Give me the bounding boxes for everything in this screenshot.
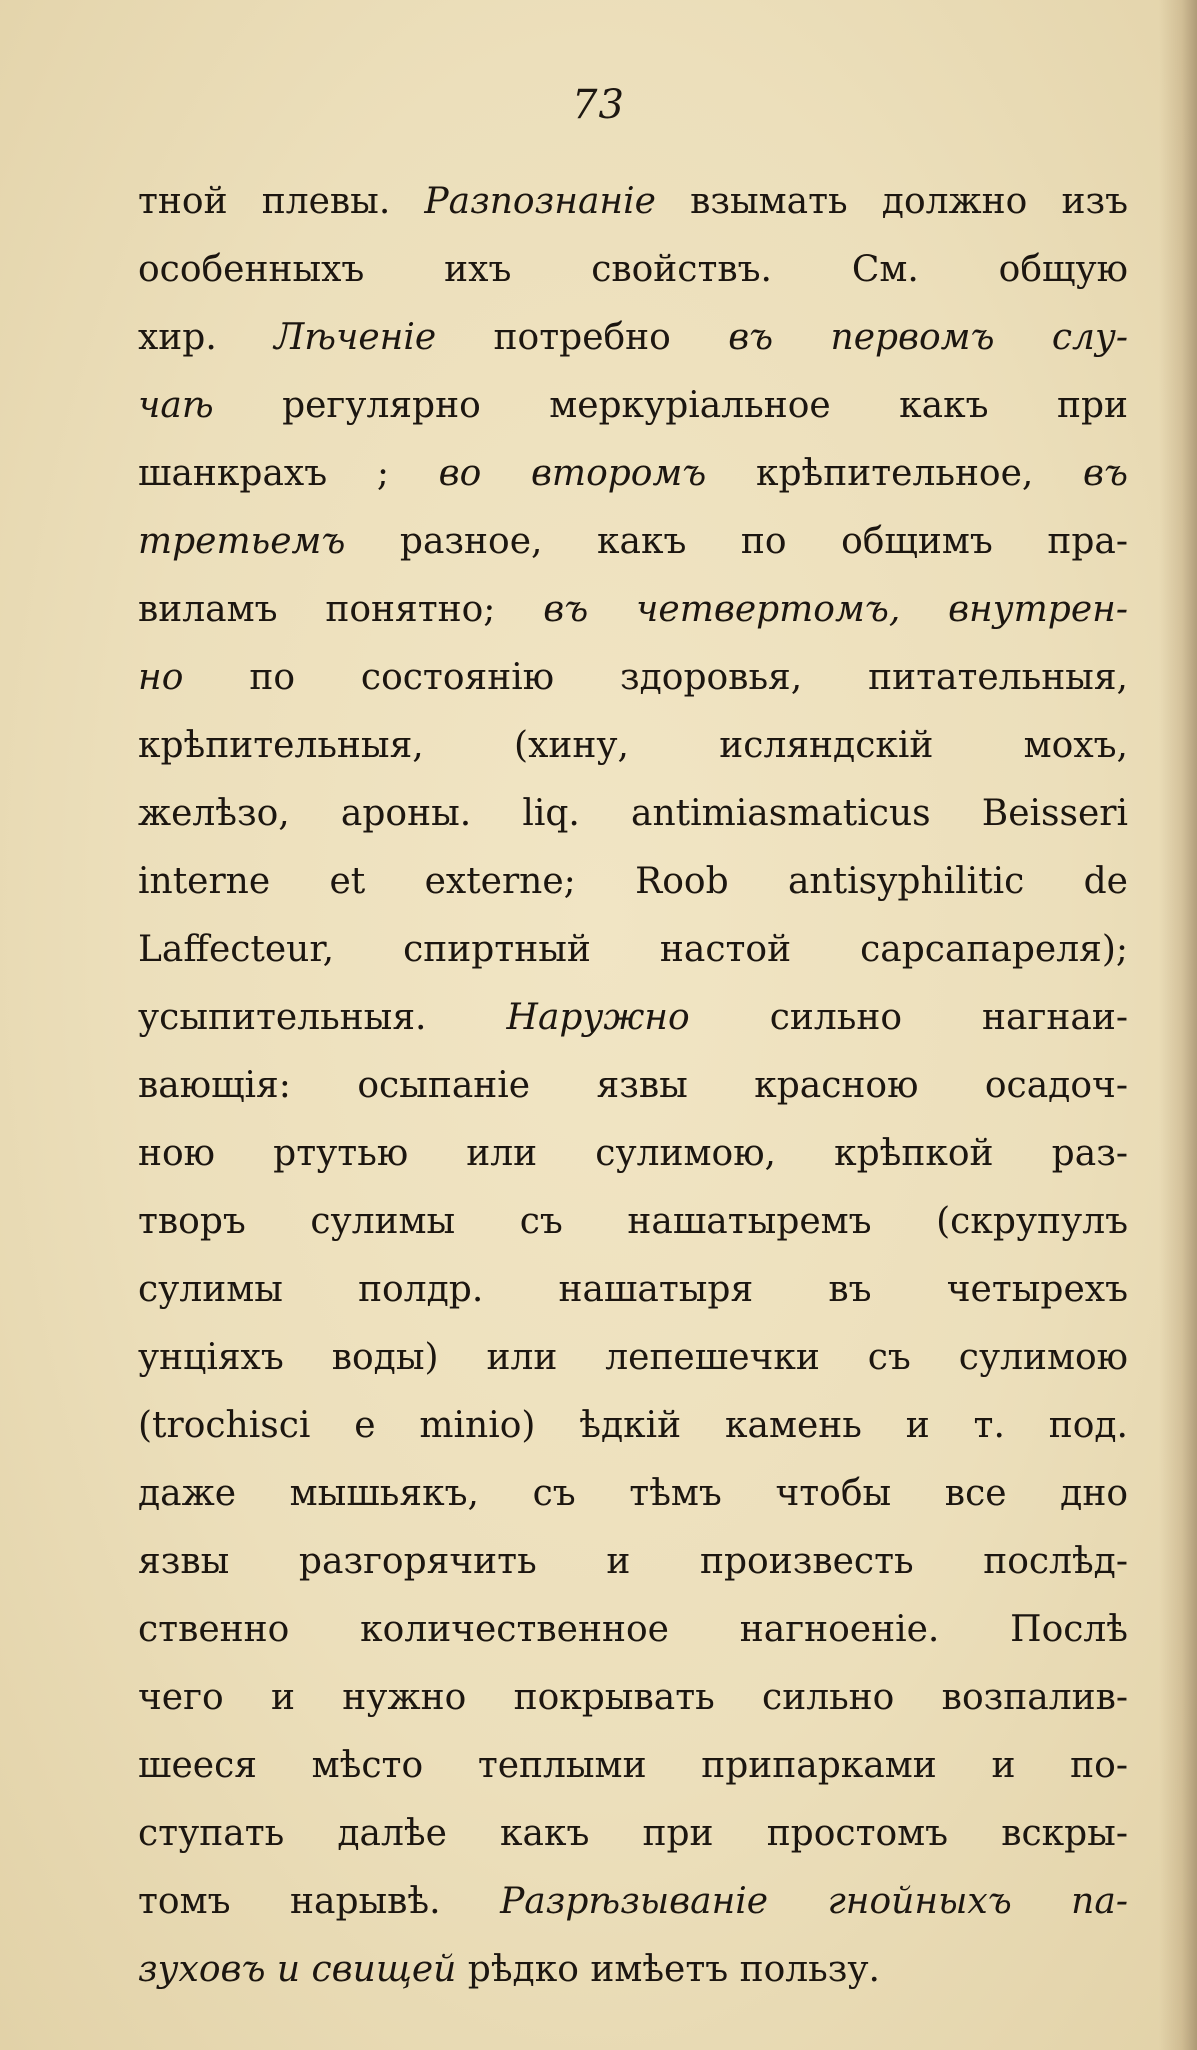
text-segment: томъ нарывѣ.: [138, 1881, 501, 1922]
italic-text: но: [138, 657, 184, 698]
text-segment: потребно: [436, 317, 729, 358]
italic-text: чаѣ: [138, 385, 214, 426]
text-segment: Laffecteur, спиртный настой сарсапареля);: [138, 929, 1128, 970]
text-line: [138, 916, 1128, 984]
text-line: [138, 1868, 1128, 1936]
text-segment: творъ сулимы съ нашатыремъ (скрупулъ: [138, 1201, 1128, 1242]
italic-text: въ первомъ слу-: [728, 317, 1128, 358]
text-line: [138, 1528, 1128, 1596]
text-line: [138, 1392, 1128, 1460]
text-line: [138, 712, 1128, 780]
text-segment: язвы разгорячить и произвесть послѣд-: [138, 1541, 1128, 1582]
text-line: [138, 1052, 1128, 1120]
text-line: [138, 1324, 1128, 1392]
italic-text: Разпознаніе: [424, 181, 656, 222]
text-line: [138, 780, 1128, 848]
text-line: [138, 304, 1128, 372]
page-edge-shadow: [1159, 0, 1197, 2050]
text-line: [138, 1664, 1128, 1732]
text-segment: усыпительныя.: [138, 997, 507, 1038]
text-line: [138, 1460, 1128, 1528]
text-segment: по состоянію здоровья, питательныя,: [183, 657, 1128, 698]
body-text: [138, 168, 1128, 2004]
page-number: 73: [572, 82, 625, 128]
text-segment: желѣзо, ароны. liq. antimiasmaticus Beisseri: [138, 793, 1128, 834]
text-line: [138, 1936, 1128, 2004]
text-segment: ною ртутью или сулимою, крѣпкой раз-: [138, 1133, 1128, 1174]
text-line: [138, 1596, 1128, 1664]
italic-text: во второмъ: [438, 453, 707, 494]
italic-text: Лѣченіе: [274, 317, 437, 358]
text-segment: крѣпительное,: [706, 453, 1084, 494]
text-line: [138, 1256, 1128, 1324]
text-segment: ступать далѣе какъ при простомъ вскры-: [138, 1813, 1128, 1854]
text-segment: крѣпительныя, (хину, исляндскій мохъ,: [138, 725, 1128, 766]
text-line: [138, 1732, 1128, 1800]
text-segment: interne et externe; Rоob antisyphilitic de: [138, 861, 1128, 902]
text-line: [138, 440, 1128, 508]
italic-text: въ: [1083, 453, 1128, 494]
text-line: [138, 168, 1128, 236]
text-segment: шанкрахъ ;: [138, 453, 439, 494]
text-line: [138, 1800, 1128, 1868]
text-line: [138, 848, 1128, 916]
text-segment: виламъ понятно;: [138, 589, 544, 630]
text-segment: регулярно меркуріальное какъ при: [213, 385, 1128, 426]
italic-text: третьемъ: [138, 521, 346, 562]
italic-text: Разрѣзываніе гнойныхъ па-: [500, 1881, 1128, 1922]
text-segment: разное, какъ по общимъ пра-: [345, 521, 1128, 562]
text-line: [138, 1120, 1128, 1188]
text-line: [138, 644, 1128, 712]
italic-text: Наружно: [506, 997, 690, 1038]
text-line: [138, 984, 1128, 1052]
text-segment: вающія: осыпаніе язвы красною осадоч-: [138, 1065, 1128, 1106]
text-segment: чего и нужно покрывать сильно возпалив-: [138, 1677, 1128, 1718]
text-segment: ственно количественное нагноеніе. Послѣ: [138, 1609, 1128, 1650]
italic-text: зуховъ и свищей: [138, 1949, 457, 1990]
text-segment: тной плевы.: [138, 181, 425, 222]
text-segment: шееся мѣсто теплыми припарками и по-: [138, 1745, 1128, 1786]
text-segment: сильно нагнаи-: [689, 997, 1128, 1038]
text-segment: хир.: [138, 317, 275, 358]
text-segment: взымать должно изъ: [655, 181, 1128, 222]
text-line: [138, 508, 1128, 576]
text-segment: рѣдко имѣетъ пользу.: [456, 1949, 880, 1990]
text-segment: особенныхъ ихъ свойствъ. См. общую: [138, 249, 1128, 290]
text-segment: даже мышьякъ, съ тѣмъ чтобы все дно: [138, 1473, 1128, 1514]
text-segment: сулимы полдр. нашатыря въ четырехъ: [138, 1269, 1128, 1310]
italic-text: въ четвертомъ, внутрен-: [543, 589, 1128, 630]
text-line: [138, 1188, 1128, 1256]
text-segment: унціяхъ воды) или лепешечки съ сулимою: [138, 1337, 1128, 1378]
text-segment: (trochisci e minio) ѣдкій камень и т. под.: [138, 1405, 1128, 1446]
text-line: [138, 372, 1128, 440]
text-line: [138, 576, 1128, 644]
text-line: [138, 236, 1128, 304]
